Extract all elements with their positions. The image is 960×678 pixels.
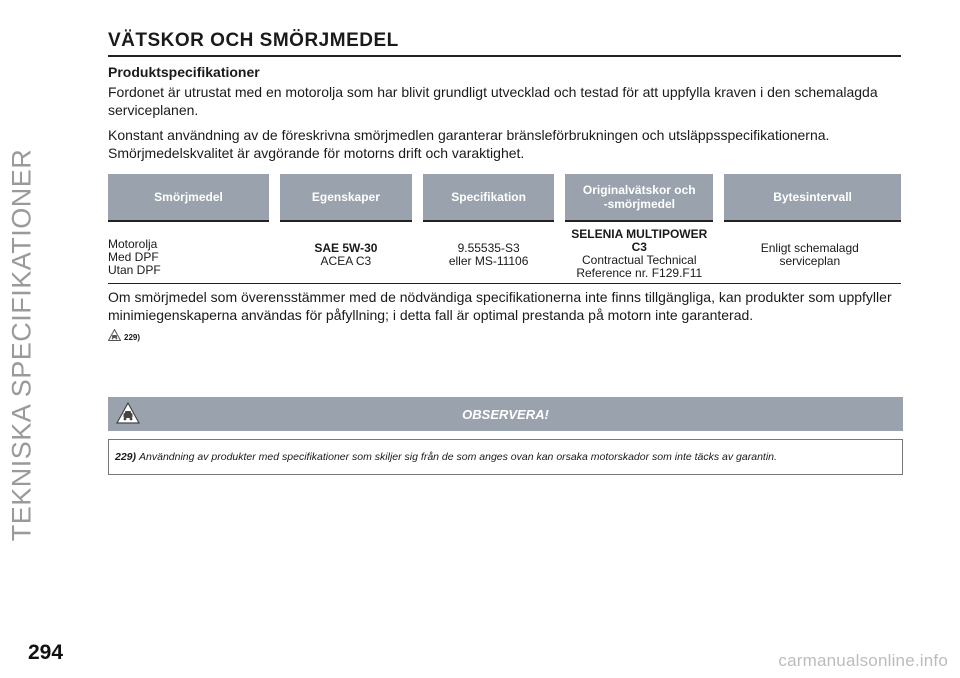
observe-box-header: [108, 397, 903, 431]
cell-original-fluids: SELENIA MULTIPOWER C3 Contractual Technical Reference nr. F129.F11: [560, 221, 719, 284]
car-warning-icon: [108, 328, 121, 346]
header-lubricant: Smörjmedel: [108, 174, 275, 221]
intro-paragraph-1: Fordonet är utrustat med en motorolja som har blivit grundligt utvecklad och testad för att uppfylla kraven i den schemalagda serviceplanen.: [108, 84, 878, 118]
table-row: [108, 221, 901, 284]
cell-properties: SAE 5W-30 ACEA C3: [275, 221, 418, 284]
watermark: carmanualsonline.info: [778, 651, 948, 670]
cell-specification: 9.55535-S3 eller MS-11106: [417, 221, 560, 284]
page-heading: VÄTSKOR OCH SMÖRJMEDEL: [108, 30, 901, 57]
lubricant-table: [108, 174, 901, 284]
intro-paragraph-2: Konstant användning av de föreskrivna smörjmedlen garanterar bränsleförbrukningen och utsläppsspecifikationerna. Smörjmedelskvalitet är avgörande för motorns drift och varaktighet.: [108, 127, 830, 161]
observe-note-text: Användning av produkter med specifikationer som skiljer sig från de som anges ovan kan orsaka motorskador som inte täcks av garantin.: [139, 451, 777, 463]
header-properties: Egenskaper: [275, 174, 418, 221]
cell-change-interval: Enligt schemalagd serviceplan: [719, 221, 901, 284]
header-original-fluids: Originalvätskor och -smörjmedel: [560, 174, 719, 221]
page-number: 294: [28, 641, 64, 664]
warning-reference-number: 229): [124, 332, 141, 342]
cell-lubricant: Motorolja Med DPF Utan DPF: [108, 221, 275, 284]
header-change-interval: Bytesintervall: [719, 174, 901, 221]
main-content: [108, 30, 901, 346]
car-warning-icon: [116, 402, 140, 429]
observe-box: [108, 397, 903, 475]
table-header-row: [108, 174, 901, 221]
section-subheading: Produktspecifikationer: [108, 64, 260, 80]
substitute-note: Om smörjmedel som överensstämmer med de nödvändiga specifikationerna inte finns tillgängliga, kan produkter som uppfyller minimiegenskaperna användas för påfyllning; i detta fall är optimal prestanda på motorn inte garanterad.: [108, 289, 892, 323]
observe-title: OBSERVERA!: [462, 406, 549, 422]
warning-reference[interactable]: [108, 328, 901, 346]
header-specification: Specifikation: [417, 174, 560, 221]
observe-note-number: 229): [115, 451, 137, 463]
observe-box-body: [108, 439, 903, 475]
